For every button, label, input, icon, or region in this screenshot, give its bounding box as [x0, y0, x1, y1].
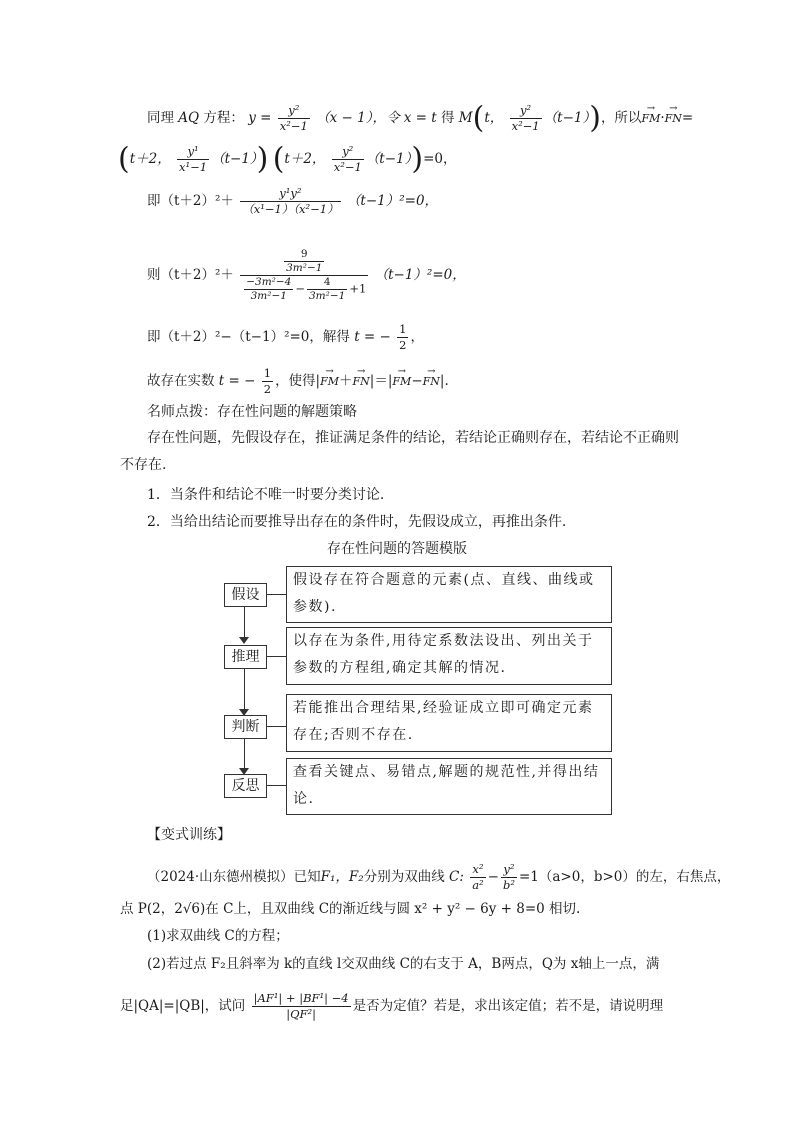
flow-step-assume: 假设 [224, 583, 267, 607]
text: ，使得| [275, 373, 321, 389]
right-bracket: ) [589, 100, 601, 136]
flow-box-reason: 以存在为条件,用待定系数法设出、列出关于参数的方程组,确定其解的情况. [286, 627, 612, 685]
tip-item-1: 1．当条件和结论不唯一时要分类讨论. [147, 487, 385, 503]
numerator: 9 [284, 248, 324, 262]
text: （t−1） [543, 110, 590, 126]
fraction [244, 276, 293, 303]
fraction [278, 103, 310, 134]
text: 方程： [203, 110, 244, 126]
text: 存在性问题，先假设存在，推证满足条件的结论，若结论正确则存在，若结论不正确则不存在. [120, 430, 679, 473]
numerator: −3m²−4 [246, 276, 292, 288]
denominator: x²−1 [511, 119, 540, 133]
denominator: 3m²−1 [286, 262, 323, 274]
text: M [458, 110, 473, 126]
text: （2024·山东德州模拟）已知 [147, 869, 321, 885]
text: − [487, 869, 499, 885]
text: ＋ [339, 373, 353, 389]
denominator [240, 276, 368, 303]
denominator: （x¹−1）（x²−1） [242, 202, 339, 216]
denominator: 2 [399, 338, 407, 352]
text: 故存在实数 [147, 373, 215, 389]
text: − [295, 281, 305, 296]
text: 分别为双曲线 [363, 869, 445, 885]
flow-box-reflect: 查看关键点、易错点,解题的规范性,并得出结论. [286, 758, 612, 815]
vector-fn: → FN [665, 110, 682, 128]
numerator [240, 248, 368, 276]
fraction [501, 862, 517, 893]
text: t＋2， [284, 151, 326, 167]
solution-line-4 [147, 248, 466, 303]
tip-heading: 名师点拨：存在性问题的解题策略 [147, 404, 357, 420]
left-bracket: ( [118, 141, 130, 177]
vector-fn: → FN [353, 373, 370, 391]
fraction [240, 186, 340, 217]
text: 得 [441, 110, 455, 126]
text: 则（t＋2）²＋ [147, 267, 234, 283]
text: 同理 [147, 110, 174, 126]
flow-connector [244, 605, 245, 638]
text: t = − [354, 329, 391, 345]
text: t＋2， [129, 151, 171, 167]
text: t = − [218, 373, 256, 389]
denominator: 3m²−1 [309, 290, 346, 302]
denominator: x¹−1 [179, 160, 208, 174]
text: =0， [423, 151, 457, 167]
vector-fm: → FM [320, 373, 339, 391]
vector-fm: → FM [392, 373, 411, 391]
denominator: 2 [263, 382, 272, 396]
fraction [177, 144, 209, 175]
flow-step-judge: 判断 [224, 715, 267, 739]
left-bracket: ( [472, 100, 485, 136]
vector-fn: → FN [423, 373, 440, 391]
numerator: y¹ [177, 144, 209, 160]
numerator: y¹y² [240, 186, 340, 202]
numerator: |AF¹| + |BF¹| −4 [253, 991, 349, 1005]
text: C: [449, 869, 464, 885]
numerator: x² [470, 862, 485, 878]
question-1: (1)求双曲线 C的方程； [147, 928, 289, 944]
flowchart-title: 存在性问题的答题模版 [327, 541, 467, 557]
flow-link [266, 785, 286, 786]
numerator: y² [332, 144, 364, 160]
question-2-line-2 [120, 991, 663, 1022]
flow-link [266, 594, 286, 595]
exercise-line-1 [147, 862, 730, 893]
flow-step-reflect: 反思 [224, 774, 267, 798]
text: |＝| [369, 373, 393, 389]
numerator: y² [510, 103, 542, 119]
right-bracket: ) [256, 141, 269, 177]
flow-box-assume: 假设存在符合题意的元素(点、直线、曲线或参数). [286, 566, 612, 623]
denominator: a² [472, 878, 484, 892]
fraction [510, 103, 542, 134]
numerator: 1 [399, 322, 407, 336]
flow-connector [244, 668, 245, 711]
text: 是否为定值？若是，求出该定值；若不是，请说明理 [352, 998, 664, 1014]
text: +1 [349, 281, 367, 296]
text: 即（t＋2）²−（t−1）²=0，解得 [147, 329, 350, 345]
text: AQ [178, 110, 200, 126]
arrow-down-icon [239, 637, 249, 644]
denominator: x²−1 [333, 160, 362, 174]
text: 足|QA|=|QB|，试问 [120, 998, 246, 1014]
fraction [470, 862, 485, 893]
solution-line-5 [147, 322, 424, 353]
text: （x − 1），令 [316, 110, 400, 126]
fraction [397, 322, 408, 353]
exercise-heading: 【变式训练】 [147, 827, 231, 843]
tip-intro [120, 425, 680, 479]
left-bracket: ( [272, 141, 285, 177]
solution-line-1 [147, 100, 694, 136]
text: |. [439, 373, 449, 389]
question-2-line-1: (2)若过点 F₂且斜率为 k的直线 l交双曲线 C的右支于 A，B两点，Q为 x轴上一点，满 [147, 956, 660, 972]
denominator: x²−1 [279, 119, 308, 133]
flow-connector [244, 739, 245, 770]
text: 即（t＋2）²＋ [147, 193, 234, 209]
tip-item-2: 2．当给出结论而要推导出存在的条件时，先假设成立，再推出条件. [147, 514, 567, 530]
fraction [307, 276, 347, 303]
compound-fraction [240, 248, 368, 303]
exercise-line-2: 点 P(2，2√6)在 C上，且双曲线 C的渐近线与圆 x² + y² − 6y + 8=0 相切. [120, 901, 581, 917]
vector-fm: → FM [641, 110, 660, 128]
text: （t−1）²=0， [374, 267, 466, 283]
text: · [660, 110, 665, 126]
text: x = t [403, 110, 437, 126]
text: ， [410, 329, 424, 345]
text: y = [248, 110, 272, 126]
flow-box-judge: 若能推出合理结果,经验证成立即可确定元素存在;否则不存在. [286, 694, 612, 752]
text: （t−1） [365, 151, 412, 167]
flow-link [266, 726, 286, 727]
fraction [252, 991, 351, 1022]
text: =1（a>0，b>0）的左，右焦点， [518, 869, 731, 885]
solution-line-3 [147, 186, 438, 217]
numerator: y² [278, 103, 310, 119]
fraction [332, 144, 364, 175]
right-bracket: ) [411, 141, 424, 177]
denominator: b² [502, 878, 515, 892]
text: （t−1）²=0， [346, 193, 439, 209]
fraction [284, 248, 324, 275]
text: t， [484, 110, 504, 126]
text: = [681, 110, 694, 126]
numerator: y² [501, 862, 517, 878]
text: ，所以 [600, 110, 642, 126]
text: F₁，F₂ [320, 869, 364, 885]
fraction [262, 366, 273, 397]
denominator: 3m²−1 [250, 290, 287, 302]
flow-step-reason: 推理 [224, 645, 267, 669]
numerator: 1 [263, 366, 272, 380]
solution-line-6 [147, 366, 449, 397]
solution-line-2 [118, 141, 457, 177]
text: − [411, 373, 423, 389]
text: （t−1） [211, 151, 257, 167]
numerator: 4 [307, 276, 347, 290]
denominator: |QF²| [286, 1007, 316, 1021]
flow-link [266, 656, 286, 657]
